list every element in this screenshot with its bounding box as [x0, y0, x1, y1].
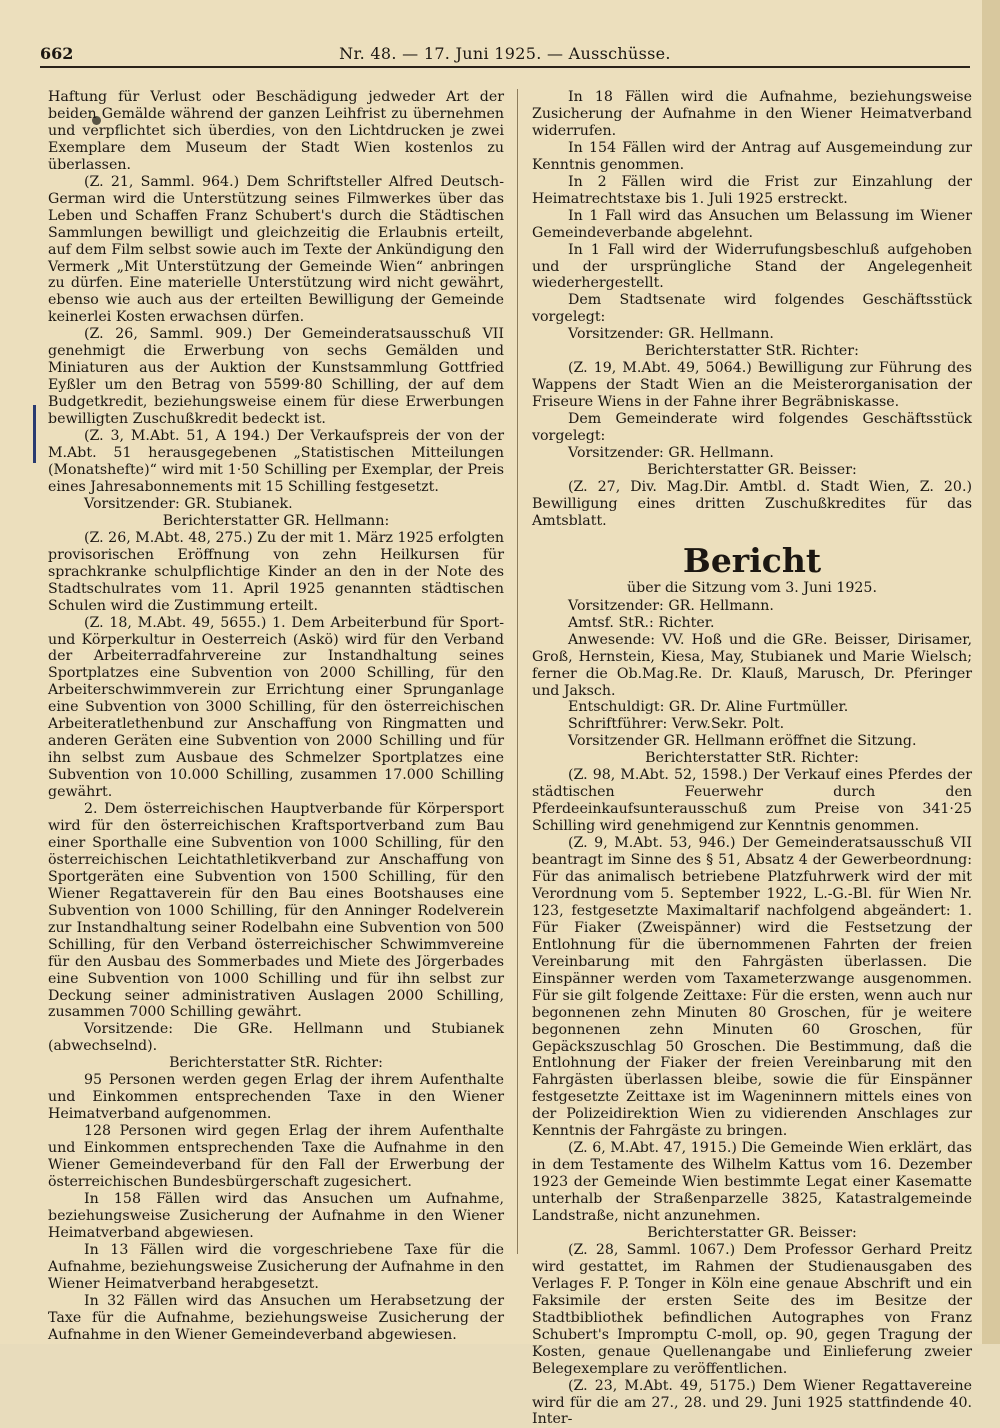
paragraph: 95 Personen werden gegen Erlag der ihrem Aufenthalte und Einkommen entsprechenden Taxe in den Wiener Heimatverband aufgenommen. [48, 1072, 504, 1123]
column-divider [517, 89, 518, 1254]
paragraph: In 18 Fällen wird die Aufnahme, beziehungsweise Zusicherung der Aufnahme in den Wiener Heimatverband widerrufen. [532, 89, 972, 139]
paragraph: In 158 Fällen wird das Ansuchen um Aufnahme, beziehungsweise Zusicherung der Aufnahme in den Wiener Heimatverband abgewiesen. [48, 1190, 504, 1241]
paragraph: (Z. 18, M.Abt. 49, 5655.) 1. Dem Arbeiterbund für Sport- und Körperkultur in Oesterreich (Askö) wird für den Verband der Arbeiterradfahrvereine zur Instandhaltung seines Sportplatzes eine Subvention von 2000 Schilling, für den Arbeiterschwimmverein zur Errichtung einer Sprunganlage eine Subvention von 3000 Schilling, für den österreichischen Arbeiteratlethenbund zur Anschaffung von Ringmatten und anderen Geräten eine Subvention von 2000 Schilling und für ihn selbst zum Ausbaue des Schmelzer Sportplatzes eine Subvention von 10.000 Schilling, zusammen 17.000 Schilling gewährt. [48, 614, 504, 801]
chair-line: Vorsitzender: GR. Hellmann. [568, 326, 774, 343]
page-number: 662 [40, 44, 74, 63]
rapporteur-heading: Berichterstatter StR. Richter: [645, 343, 859, 360]
paragraph: (Z. 3, M.Abt. 51, A 194.) Der Verkaufspreis der von der M.Abt. 51 herausgegebenen „Statistischen Mitteilungen (Monatshefte)“ wird mit 1·50 Schilling per Exemplar, der Preis eines Jahresabonnements mit 15 Schilling festgesetzt. [48, 428, 504, 495]
page-edge [982, 0, 1000, 1344]
paragraph: In 2 Fällen wird die Frist zur Einzahlung der Heimatrechtstaxe bis 1. Juli 1925 erstreckt. [532, 173, 972, 207]
paragraph: (Z. 19, M.Abt. 49, 5064.) Bewilligung zur Führung des Wappens der Stadt Wien an die Meisterorganisation der Friseure Wiens in der Fahne ihrer Begräbniskasse. [532, 360, 972, 411]
rapporteur-heading: Berichterstatter StR. Richter: [645, 750, 859, 767]
margin-mark [33, 405, 36, 463]
rapporteur-heading: Berichterstatter GR. Hellmann: [162, 512, 390, 529]
paragraph: In 154 Fällen wird der Antrag auf Ausgemeindung zur Kenntnis genommen. [532, 139, 972, 173]
opening-line: Vorsitzender GR. Hellmann eröffnet die Sitzung. [568, 733, 917, 750]
paragraph: (Z. 23, M.Abt. 49, 5175.) Dem Wiener Regattavereine wird für die am 27., 28. und 29. Juni 1925 stattfindende 40. Inter- [532, 1377, 972, 1428]
paragraph: (Z. 27, Div. Mag.Dir. Amtbl. d. Stadt Wien, Z. 20.) Bewilligung eines dritten Zuschußkredites für das Amtsblatt. [532, 478, 972, 529]
attendees: Anwesende: VV. Hoß und die GRe. Beisser, Dirisamer, Groß, Hernstein, Kiesa, May, Stubianek und Marie Wielsch; ferner die Ob.Mag.Re. Dr. Klauß, Marusch, Dr. Pferinger und Jaksch. [532, 631, 972, 699]
paragraph: (Z. 9, M.Abt. 53, 946.) Der Gemeinderatsausschuß VII beantragt im Sinne des § 51, Absatz 4 der Gewerbeordnung: Für das animalisch betriebene Platzfuhrwerk wird der mit Verordnung vom 5. September 1922, L.-G.-Bl. für Wien Nr. 123, festgesetzte Maximaltarif nachfolgend abgeändert: 1. Für Fiaker (Zweispänner) wird die Festsetzung der Entlohnung für die übernommenen Fahrten der freien Vereinbarung mit den Fahrgästen überlassen. Die Einspänner werden vom Taxameterzwange ausgenommen. Für sie gilt folgende Zeittaxe: Für die ersten, wenn auch nur begonnenen zehn Minuten 80 Groschen, für je weitere begonnenen zehn Minuten 60 Groschen, für Gepäckszuschlag 50 Groschen. Die Bestimmung, daß die Entlohnung der Fiaker der freien Vereinbarung mit den Fahrgästen überlassen bleibe, sowie die für Einspänner festgesetzte Zeittaxe ist im Wageninnern mittels eines von der Polizeidirektion Wien zu vidierenden Anschlages zur Kenntnis der Fahrgäste zu bringen. [532, 835, 972, 1140]
paragraph: (Z. 26, Samml. 909.) Der Gemeinderatsausschuß VII genehmigt die Erwerbung von sechs Gemälden und Miniaturen aus der Auktion der Kunstsammlung Gottfried Eyßler um den Betrag von 5599·80 Schilling, der auf dem Budgetkredit, beziehungsweise einem für diese Erwerbungen bewilligten Zuschußkredit bedeckt ist. [48, 326, 504, 428]
paragraph: In 32 Fällen wird das Ansuchen um Herabsetzung der Taxe für die Aufnahme, beziehungsweise Zusicherung der Aufnahme in den Wiener Gemeindeverband abgewiesen. [48, 1292, 504, 1343]
paragraph: (Z. 21, Samml. 964.) Dem Schriftsteller Alfred Deutsch-German wird die Unterstützung seines Filmwerkes über das Leben und Schaffen Franz Schubert's durch die Städtischen Sammlungen bewilligt und gleichzeitig die Erlaubnis erteilt, auf dem Film selbst sowie auch im Texte der Ankündigung den Vermerk „Mit Unterstützung der Gemeinde Wien“ anbringen zu dürfen. Eine materielle Unterstützung wird nicht gewährt, ebenso wie auch aus der erteilten Bewilligung der Gemeinde keinerlei Kosten erwachsen dürfen. [48, 173, 504, 326]
paragraph: In 1 Fall wird der Widerrufungsbeschluß aufgehoben und der ursprüngliche Stand der Angelegenheit wiederhergestellt. [532, 241, 972, 292]
report-subtitle: über die Sitzung vom 3. Juni 1925. [627, 579, 877, 596]
paragraph: (Z. 28, Samml. 1067.) Dem Professor Gerhard Preitz wird gestattet, im Rahmen der Studienausgaben des Verlages F. P. Tonger in Köln eine genaue Abschrift und ein Faksimile der ersten Seite des im Besitze der Stadtbibliothek befindlichen Autographes von Franz Schubert's Impromptu C-moll, op. 90, gegen Tragung der Kosten, genaue Quellenangabe und Einlieferung zweier Belegexemplare zu veröffentlichen. [532, 1241, 972, 1377]
paragraph: In 13 Fällen wird die vorgeschriebene Taxe für die Aufnahme, beziehungsweise Zusicherung der Aufnahme in den Wiener Heimatverband herabgesetzt. [48, 1241, 504, 1292]
paragraph: (Z. 26, M.Abt. 48, 275.) Zu der mit 1. März 1925 erfolgten provisorischen Eröffnung von zehn Heilkursen für sprachkranke schulpflichtige Kinder an den in der Note des Stadtschulrates vom 11. April 1925 genannten städtischen Schulen wird die Zustimmung erteilt. [48, 529, 504, 614]
paragraph: 128 Personen wird gegen Erlag der ihrem Aufenthalte und Einkommen entsprechenden Taxe die Aufnahme in den Wiener Gemeindeverband für den Fall der Erwerbung der österreichischen Bundesbürgerschaft zugesichert. [48, 1123, 504, 1190]
excused-line: Entschuldigt: GR. Dr. Aline Furtmüller. [568, 699, 849, 716]
chair-line: Vorsitzender: GR. Hellmann. [568, 597, 774, 614]
paragraph: 2. Dem österreichischen Hauptverbande für Körpersport wird für den österreichischen Kraftsportverband zum Bau einer Sporthalle eine Subvention von 1000 Schilling, für den österreichischen Leichtathletikverband zur Anschaffung von Sportgeräten eine Subvention von 1500 Schilling, für den Wiener Regattaverein für den Bau eines Bootshauses eine Subvention von 1000 Schilling, für den Anninger Rodelverein zur Instandhaltung seiner Rodelbahn eine Subvention von 500 Schilling, für den Verband österreichischer Schwimmvereine für den Ausbau des Sommerbades und Miete des Jörgerbades eine Subvention von 1000 Schilling und für ihn selbst zur Deckung seiner administrativen Auslagen 2000 Schilling, zusammen 7000 Schilling gewährt. [48, 801, 504, 1021]
page-title: Nr. 48. — 17. Juni 1925. — Ausschüsse. [339, 44, 671, 63]
paragraph: (Z. 6, M.Abt. 47, 1915.) Die Gemeinde Wien erklärt, das in dem Testamente des Wilhelm Kattus vom 16. Dezember 1923 der Gemeinde Wien bestimmte Legat einer Kasematte unterhalb der Straßenparzelle 3825, Katastralgemeinde Landstraße, nicht anzunehmen. [532, 1140, 972, 1225]
right-column [532, 89, 972, 1428]
left-column [48, 89, 504, 1344]
paragraph: Haftung für Verlust oder Beschädigung jedweder Art der beiden Gemälde während der ganzen Leihfrist zu übernehmen und verpflichtet sich überdies, von den Lichtdrucken je zwei Exemplare dem Museum der Stadt Wien kostenlos zu überlassen. [48, 89, 504, 173]
header-rule [40, 66, 970, 68]
official-line: Amtsf. StR.: Richter. [568, 614, 715, 631]
chair-line: Vorsitzender: GR. Hellmann. [568, 445, 774, 462]
chair-line: Vorsitzende: Die GRe. Hellmann und Stubianek (abwechselnd). [48, 1021, 504, 1055]
chair-line: Vorsitzender: GR. Stubianek. [84, 495, 293, 512]
report-title: Bericht [682, 540, 822, 580]
secretary-line: Schriftführer: Verw.Sekr. Polt. [568, 716, 785, 733]
paragraph: Dem Stadtsenate wird folgendes Geschäftsstück vorgelegt: [532, 292, 972, 326]
rapporteur-heading: Berichterstatter GR. Beisser: [647, 1225, 857, 1241]
rapporteur-heading: Berichterstatter GR. Beisser: [647, 461, 857, 478]
paragraph: In 1 Fall wird das Ansuchen um Belassung im Wiener Gemeindeverbande abgelehnt. [532, 207, 972, 241]
paragraph: Dem Gemeinderate wird folgendes Geschäftsstück vorgelegt: [532, 411, 972, 445]
rapporteur-heading: Berichterstatter StR. Richter: [169, 1055, 383, 1072]
paragraph: (Z. 98, M.Abt. 52, 1598.) Der Verkauf eines Pferdes der städtischen Feuerwehr durch den Pferdeeinkaufsunterausschuß zum Preise von 341·25 Schilling wird genehmigend zur Kenntnis genommen. [532, 767, 972, 835]
